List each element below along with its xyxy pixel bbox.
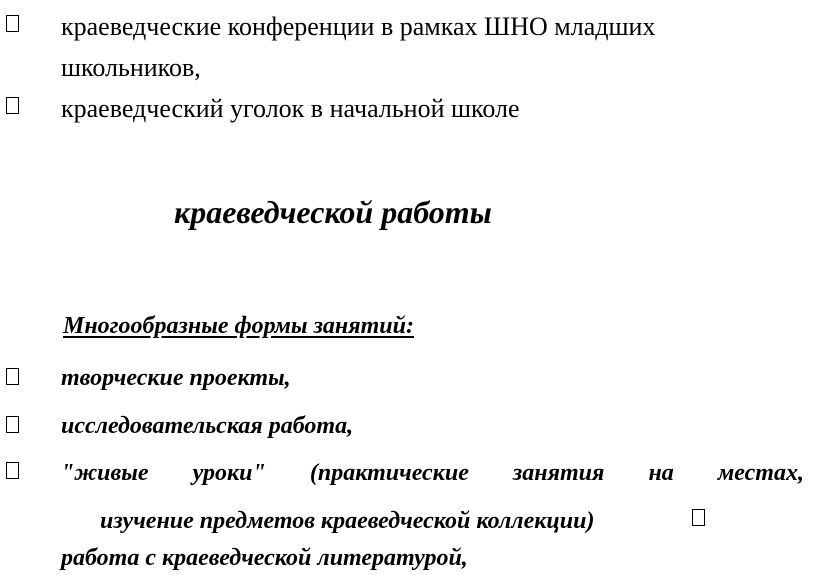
forms-title: Многообразные формы занятий: [63,313,414,339]
section-heading: краеведческой работы [174,194,492,230]
form-item-text: исследовательская работа, [61,413,354,439]
list-item-text: краеведческий уголок в начальной школе [61,94,520,123]
list-item-text: краеведческие конференции в рамках ШНО младших [61,12,656,41]
live-lessons-word: занятия [512,460,605,486]
checkbox-bullet-icon [6,15,19,32]
checkbox-bullet-icon [692,509,705,526]
literature-item-text: работа с краеведческой литературой, [61,545,468,571]
live-lessons-continuation: изучение предметов краеведческой коллекции) [100,508,595,534]
checkbox-bullet-icon [6,97,19,114]
live-lessons-word: местах, [717,460,804,486]
checkbox-bullet-icon [6,416,19,433]
live-lessons-word: на [648,460,674,486]
live-lessons-word: уроки" [192,460,266,486]
live-lessons-word: (практические [309,460,469,486]
live-lessons-line [61,461,804,485]
checkbox-bullet-icon [6,368,19,385]
form-item-text: творческие проекты, [61,365,291,391]
checkbox-bullet-icon [6,462,19,479]
list-item-text-continuation: школьников, [61,53,201,82]
live-lessons-word: "живые [61,460,149,486]
